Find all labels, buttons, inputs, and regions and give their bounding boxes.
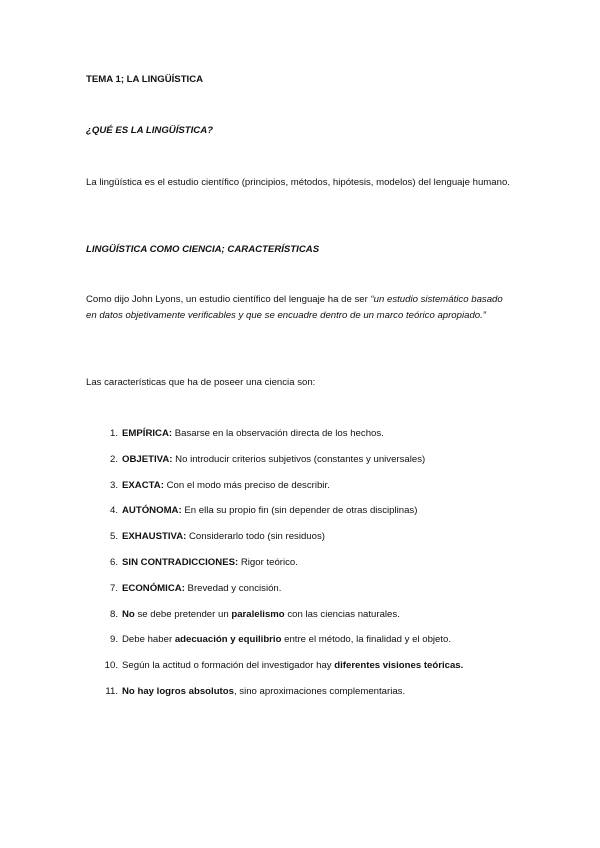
lyons-quote: “un estudio sistemático basado en datos objetivamente verificables y que se encuadre dentro de un marco teórico apropiado.” bbox=[86, 294, 503, 321]
item-term: adecuación y equilibrio bbox=[174, 634, 282, 646]
lyons-intro: Como dijo John Lyons, un estudio científico del lenguaje ha de ser bbox=[86, 294, 371, 305]
question-heading: ¿QUÉ ES LA LINGÜÍSTICA? bbox=[86, 125, 214, 136]
item-term: No hay logros absolutos bbox=[122, 685, 234, 697]
item-desc: Con el modo más preciso de describir. bbox=[163, 479, 330, 491]
list-item bbox=[86, 503, 526, 529]
list-item bbox=[86, 632, 526, 658]
characteristics-list bbox=[86, 426, 526, 710]
item-text bbox=[122, 529, 325, 544]
list-item bbox=[86, 426, 526, 452]
item-text bbox=[122, 503, 417, 518]
item-number: 2. bbox=[109, 453, 118, 465]
item-term: SIN CONTRADICCIONES: bbox=[122, 556, 239, 568]
document-title: TEMA 1; LA LINGÜÍSTICA bbox=[86, 74, 204, 85]
item-desc: En ella su propio fin (sin depender de otras disciplinas) bbox=[181, 505, 418, 517]
item-number: 5. bbox=[109, 531, 118, 543]
list-item bbox=[86, 555, 526, 581]
item-text bbox=[122, 607, 400, 622]
item-number: 10. bbox=[104, 660, 118, 672]
item-text bbox=[122, 658, 463, 673]
item-desc: Brevedad y concisión. bbox=[184, 582, 282, 594]
item-number: 3. bbox=[109, 479, 118, 491]
item-lead: Según la actitud o formación del investigador hay bbox=[122, 660, 335, 672]
item-term: EXACTA: bbox=[122, 479, 164, 491]
definition-paragraph: La lingüística es el estudio científico (principios, métodos, hipótesis, modelos) del lenguaje humano. bbox=[86, 177, 510, 188]
list-item bbox=[86, 452, 526, 478]
item-desc: Rigor teórico. bbox=[238, 556, 298, 568]
item-desc-2: con las ciencias naturales. bbox=[284, 608, 400, 620]
list-item bbox=[86, 684, 526, 710]
item-term: EXHAUSTIVA: bbox=[122, 531, 187, 543]
item-term: OBJETIVA: bbox=[122, 453, 173, 465]
list-item bbox=[86, 478, 526, 504]
item-desc: , sino aproximaciones complementarias. bbox=[233, 685, 406, 697]
item-text bbox=[122, 452, 425, 467]
item-term: EMPÍRICA: bbox=[122, 428, 173, 439]
lyons-paragraph bbox=[86, 292, 516, 323]
list-item bbox=[86, 581, 526, 607]
item-number: 6. bbox=[109, 556, 118, 568]
item-lead: Debe haber bbox=[122, 634, 175, 646]
item-number: 8. bbox=[109, 608, 118, 620]
list-item bbox=[86, 607, 526, 633]
item-number: 1. bbox=[109, 428, 118, 439]
item-number: 4. bbox=[109, 505, 118, 517]
item-term: ECONÓMICA: bbox=[122, 582, 185, 594]
science-heading: LINGÜÍSTICA COMO CIENCIA; CARACTERÍSTICAS bbox=[86, 244, 320, 255]
item-text bbox=[122, 581, 281, 596]
item-term-2: paralelismo bbox=[231, 608, 285, 620]
list-lead: Las características que ha de poseer una ciencia son: bbox=[86, 377, 316, 388]
item-number: 7. bbox=[109, 582, 118, 594]
item-desc: entre el método, la finalidad y el objeto. bbox=[281, 634, 452, 646]
item-number: 11. bbox=[105, 685, 118, 697]
item-desc: Basarse en la observación directa de los hechos. bbox=[172, 428, 384, 439]
item-desc: No introducir criterios subjetivos (constantes y universales) bbox=[172, 453, 426, 465]
item-text bbox=[122, 632, 451, 647]
item-desc: Considerarlo todo (sin residuos) bbox=[186, 531, 325, 543]
item-text bbox=[122, 555, 298, 570]
item-text bbox=[122, 684, 405, 699]
item-term: diferentes visiones teóricas. bbox=[334, 660, 464, 672]
item-text bbox=[122, 426, 384, 441]
item-desc: se debe pretender un bbox=[134, 608, 232, 620]
item-term: AUTÓNOMA: bbox=[122, 505, 182, 517]
list-item bbox=[86, 529, 526, 555]
list-item bbox=[86, 658, 526, 684]
item-text bbox=[122, 478, 330, 493]
item-number: 9. bbox=[109, 634, 118, 646]
item-term: No bbox=[122, 608, 135, 620]
